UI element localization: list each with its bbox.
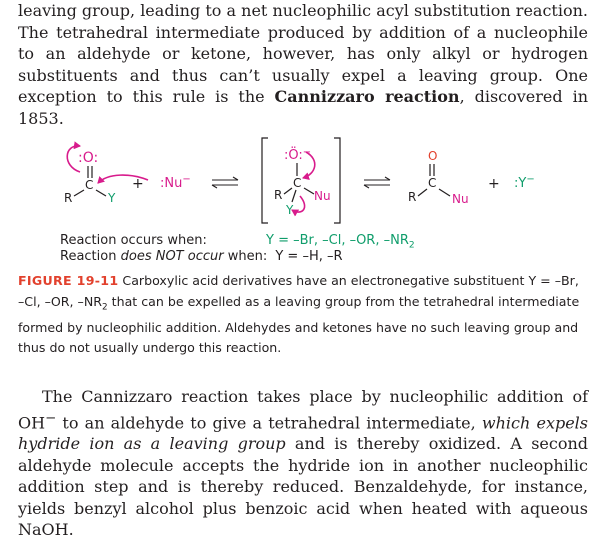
- expel-leaving-group-arrow: [292, 196, 305, 212]
- intro-text-2: , discovered in 1853.: [18, 87, 588, 128]
- reactant-carbon: C: [85, 178, 94, 192]
- intro-paragraph: [18, 0, 588, 129]
- reactant-cy-bond: [96, 190, 106, 196]
- left-bracket: [262, 138, 268, 223]
- condition-occurs: [60, 233, 207, 248]
- product-cnu-bond: [439, 189, 450, 196]
- figure-caption: FIGURE 19-11 Carboxylic acid derivatives have an electronegative substituent Y = –Br, –Cl, –OR, $-NR_2$ that can be expelled as a leaving group from the tetrahedral intermediate formed by nucleophilic addition. Aldehydes and ketones have no such leaving group and thus do not usually undergo this reaction.: [18, 273, 580, 356]
- intermediate-cr-bond: [284, 188, 292, 194]
- right-bracket: [334, 138, 340, 223]
- cannizzaro-term: Cannizzaro reaction: [274, 87, 460, 106]
- condition-occurs-value: Y = –Br, –Cl, –OR, $-NR_2$: [266, 233, 415, 251]
- hydroxide-charge: −: [45, 410, 57, 426]
- plus-sign-2: +: [488, 176, 500, 192]
- intermediate-cnu-bond: [304, 188, 314, 194]
- leaving-group-anion: :Y−: [514, 174, 535, 191]
- equilibrium-arrow-2: [364, 177, 390, 188]
- condition-occurs-value-wrap: [266, 233, 415, 251]
- tetrahedral-intermediate: [262, 138, 340, 223]
- intermediate-cy-bond: [292, 190, 296, 202]
- intermediate-carbon: C: [293, 176, 302, 190]
- intermediate-r-group: R: [274, 188, 283, 202]
- intermediate-nu: Nu: [314, 189, 331, 203]
- equilibrium-arrow-1: [212, 177, 238, 188]
- condition-not-occurs: Reaction does NOT occur when: Y = –H, –R: [60, 249, 343, 264]
- reactant-cr-bond: [74, 190, 84, 196]
- nucleophile: :Nu−: [160, 174, 191, 191]
- reactant-r-group: R: [64, 191, 73, 205]
- plus-sign-1: +: [132, 176, 144, 192]
- intermediate-y-group: Y: [286, 203, 294, 217]
- product-r-group: R: [408, 190, 417, 204]
- intro-text-1: leaving group, leading to a net nucleophilic acyl substitution reaction. The tetrahedral intermediate produced by addition of a nucleophile to an aldehyde or ketone, however, has only alkyl or hydrogen substituents and thus can’t usually expel a leaving group. One exception to this rule is the: [18, 1, 588, 106]
- does-not-occur-emphasis: does NOT occur: [120, 249, 224, 264]
- hydride-emphasis: which expels hydride ion as a leaving group: [18, 412, 589, 454]
- product-nu: Nu: [452, 192, 469, 206]
- product-acyl-compound: [408, 149, 469, 206]
- condition-not-value: Y = –H, –R: [275, 249, 343, 264]
- product-oxygen: O: [428, 149, 438, 163]
- product-cr-bond: [418, 189, 427, 196]
- reactant-oxygen: :O:: [78, 150, 99, 166]
- figure-label: FIGURE 19-11: [18, 273, 119, 288]
- cannizzaro-paragraph: The Cannizzaro reaction takes place by nucleophilic addition of OH− to an aldehyde to give a tetrahedral intermediate, which expels hydride ion as a leaving group and is thereby oxidized. A second aldehyde molecule accepts the hydride ion in another nucleophilic addition step and is thereby reduced. Benzaldehyde, for instance, yields benzyl alcohol plus benzoic acid when heated with aqueous NaOH.: [18, 387, 589, 540]
- reactant-y-group: Y: [108, 191, 116, 205]
- condition-occurs-label: Reaction occurs when:: [60, 233, 207, 248]
- intermediate-oxygen: :Ö:−: [284, 147, 312, 163]
- product-carbon: C: [428, 176, 437, 190]
